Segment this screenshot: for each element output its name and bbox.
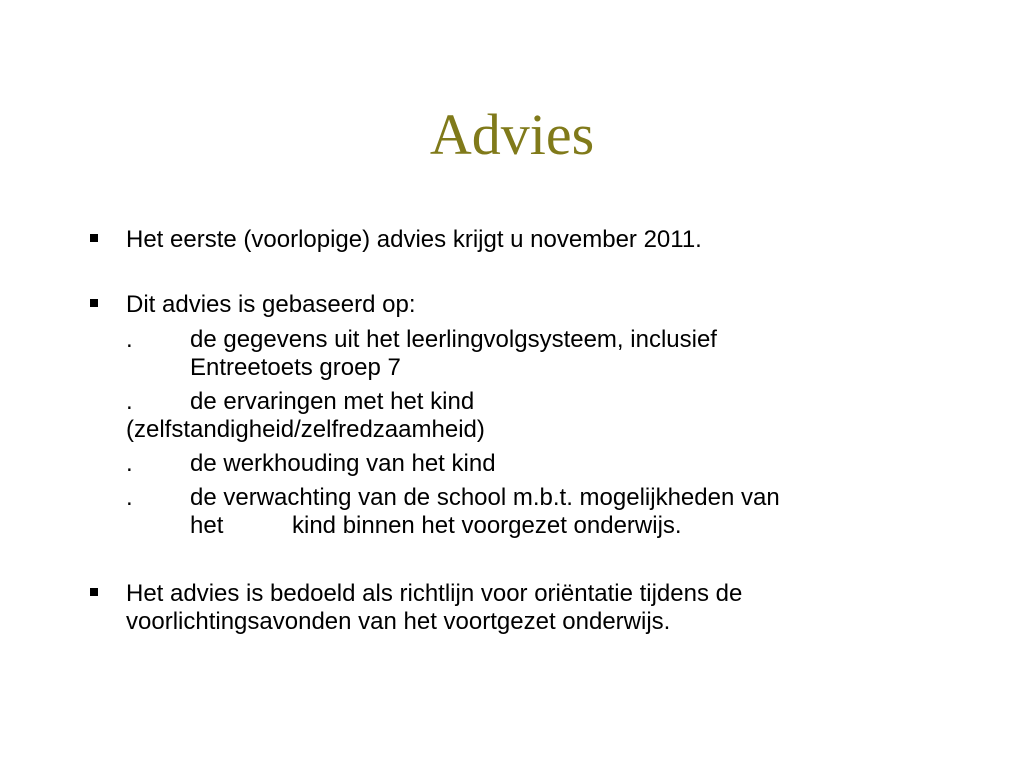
- bullet-square-icon: [90, 234, 98, 242]
- sub-item-text: (zelfstandigheid/zelfredzaamheid): [126, 416, 485, 443]
- sub-item-marker: .: [126, 388, 133, 415]
- sub-item-marker: .: [126, 450, 133, 477]
- sub-item-text: de gegevens uit het leerlingvolgsysteem, inclusief: [190, 326, 717, 353]
- sub-item-text: de verwachting van de school m.b.t. mogelijkheden van: [190, 484, 780, 511]
- bullet-text: Dit advies is gebaseerd op:: [126, 291, 416, 318]
- slide-title: Advies: [429, 102, 595, 167]
- sub-item-text: Entreetoets groep 7: [190, 354, 401, 381]
- bullet-text: Het advies is bedoeld als richtlijn voor oriëntatie tijdens de: [126, 580, 743, 607]
- sub-item-marker: .: [126, 484, 133, 511]
- bullet-text: Het eerste (voorlopige) advies krijgt u november 2011.: [126, 226, 702, 253]
- sub-item-text: het: [190, 512, 224, 539]
- bullet-square-icon: [90, 588, 98, 596]
- sub-item-text: de werkhouding van het kind: [190, 450, 496, 477]
- sub-item-marker: .: [126, 326, 133, 353]
- sub-item-text: kind binnen het voorgezet onderwijs.: [292, 512, 682, 539]
- bullet-text: voorlichtingsavonden van het voortgezet onderwijs.: [126, 608, 671, 635]
- bullet-square-icon: [90, 299, 98, 307]
- sub-item-text: de ervaringen met het kind: [190, 388, 475, 415]
